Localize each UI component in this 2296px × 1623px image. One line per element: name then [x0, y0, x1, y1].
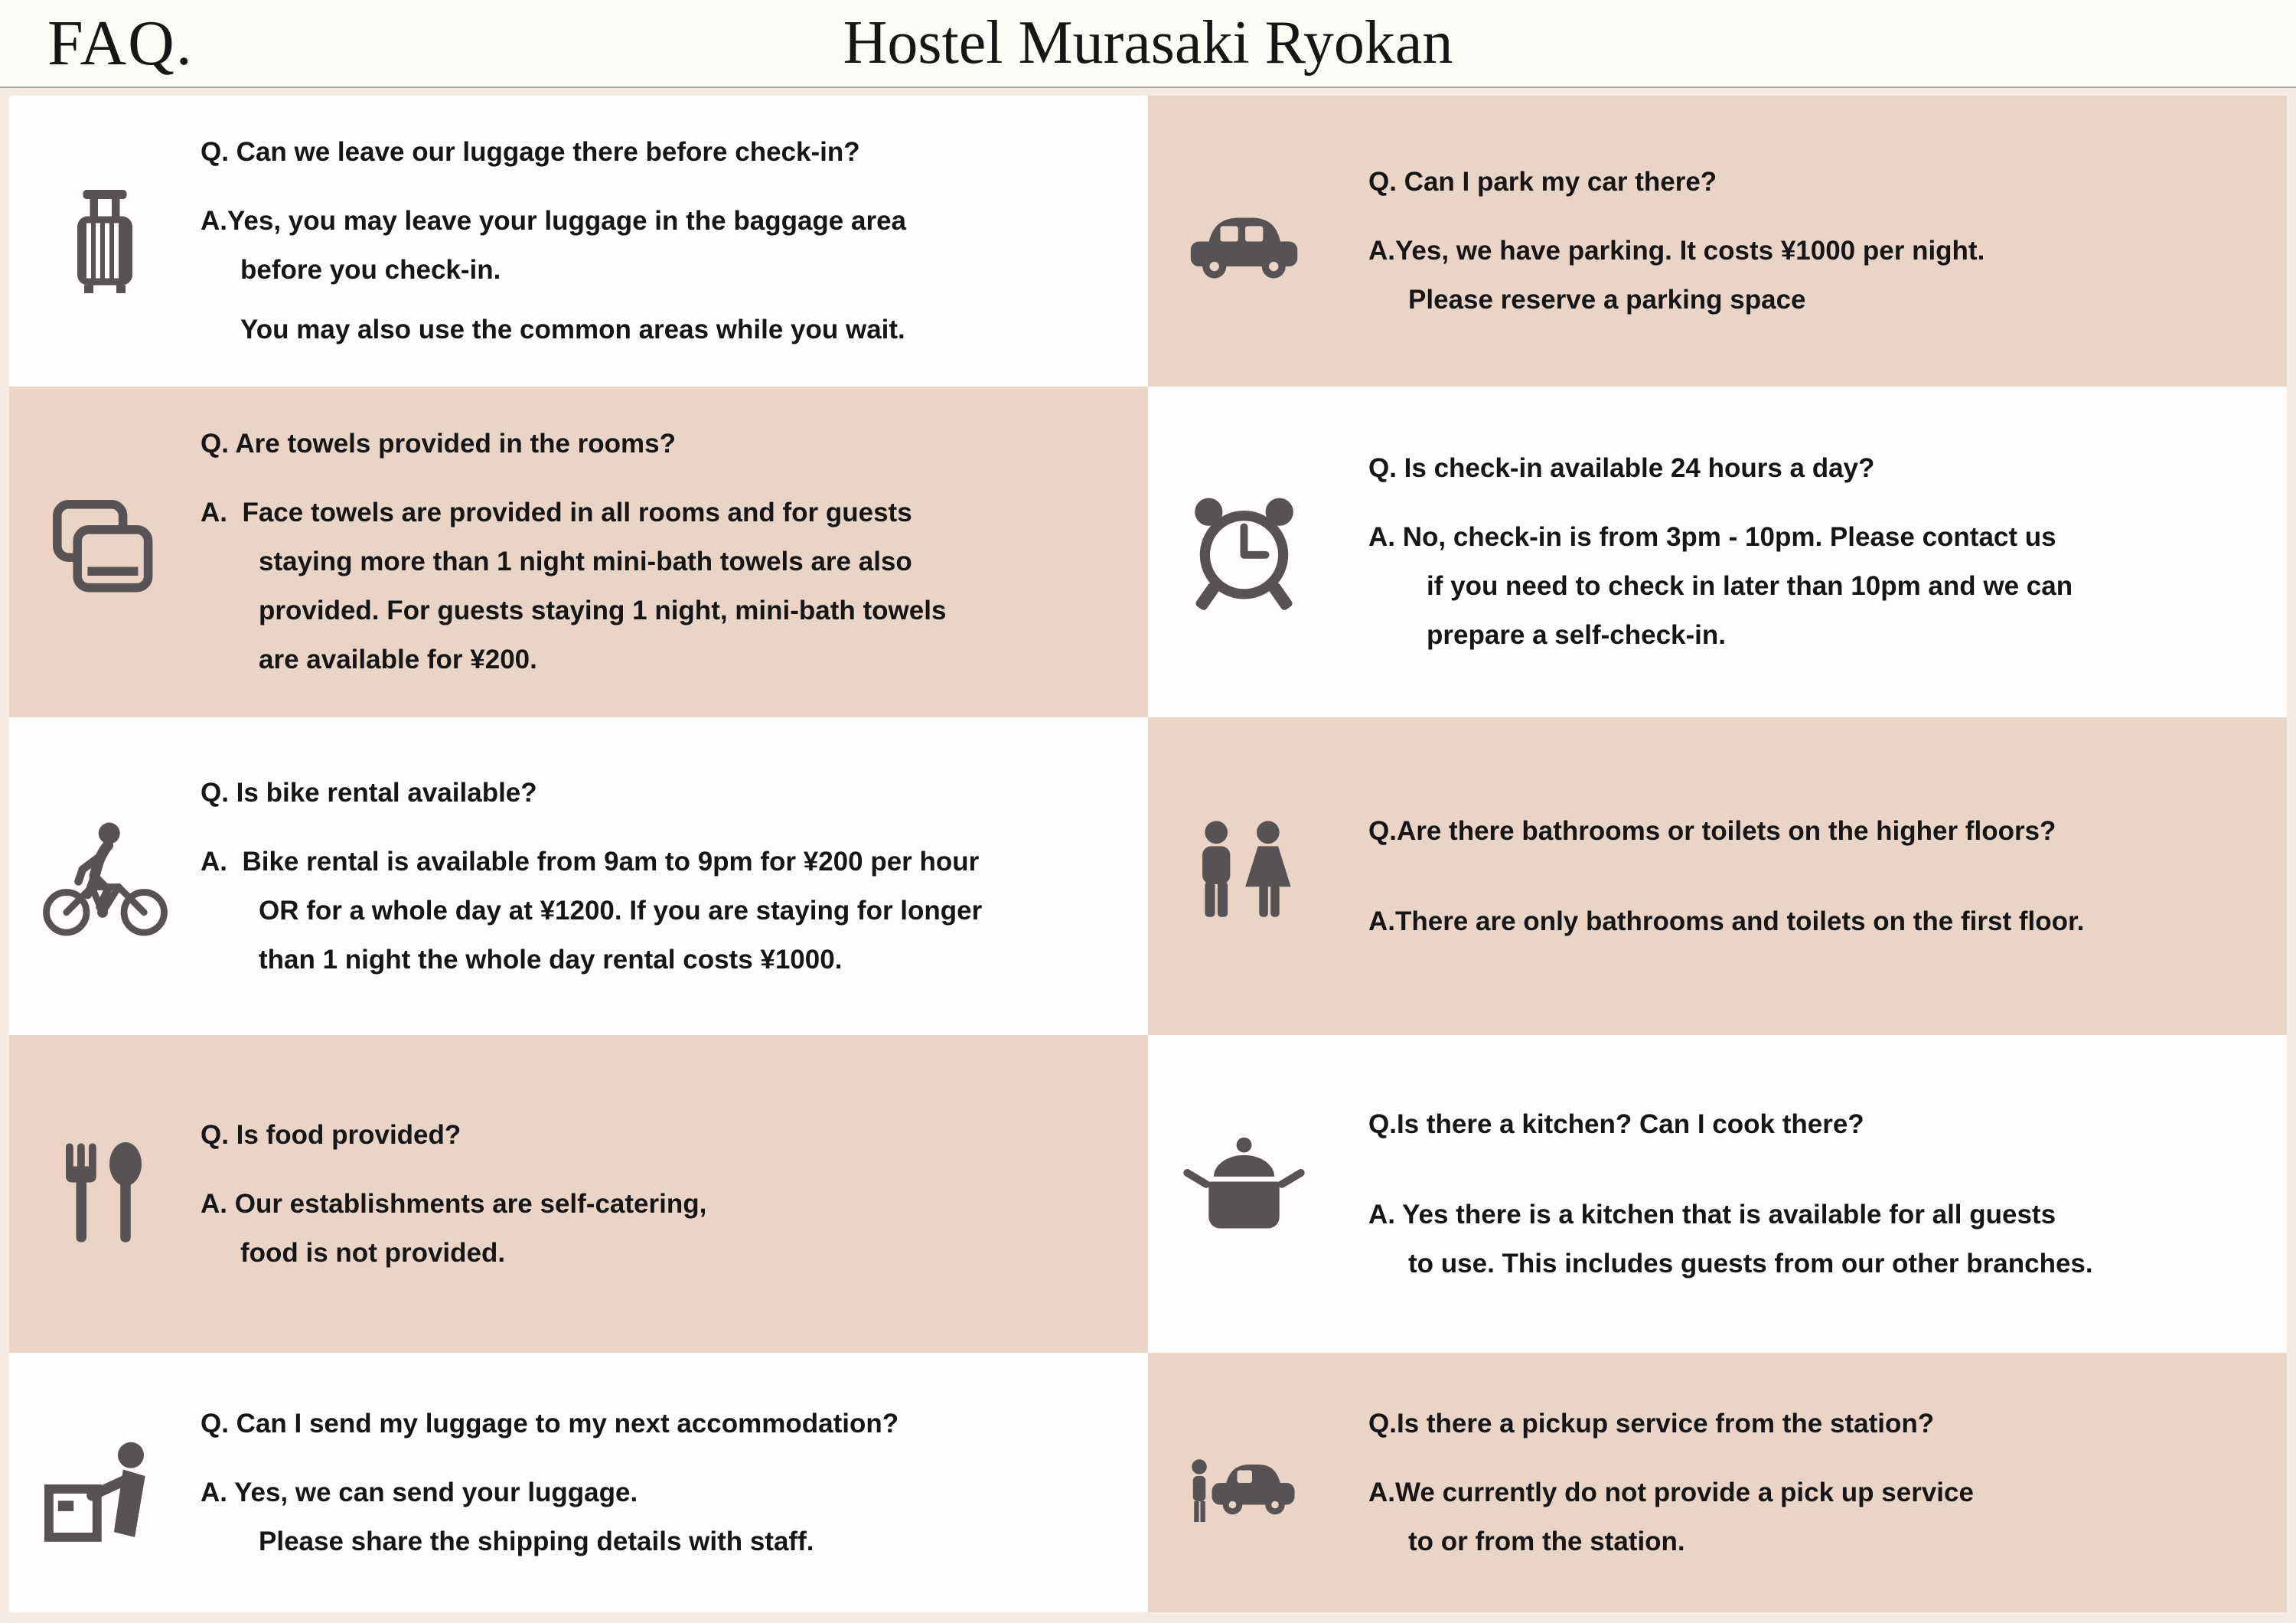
answer-line: You may also use the common areas while you wait. [240, 315, 905, 345]
faq-cell-bike-rental [9, 717, 1148, 1035]
icon-col [1148, 1425, 1339, 1540]
qa-block [201, 1111, 1148, 1278]
bicycle-icon [34, 809, 176, 943]
icon-col [1148, 1129, 1339, 1259]
icon-col [9, 1416, 201, 1550]
icon-col [1148, 182, 1339, 301]
answer-block [1368, 1468, 2275, 1566]
answer-block [201, 197, 1136, 354]
question-text: Q. Is check-in available 24 hours a day? [1368, 453, 1875, 483]
question-text: Q.Is there a pickup service from the station? [1368, 1408, 1935, 1438]
answer-line: if you need to check in later than 10pm and we can [1427, 571, 2073, 601]
faq-cell-checkin-hours [1148, 387, 2287, 717]
faq-cell-parking [1148, 96, 2287, 387]
question-text: Q. Can we leave our luggage there before check-in? [201, 137, 860, 167]
answer-line: A.Yes, we have parking. It costs ¥1000 per night. [1368, 236, 1985, 266]
header [0, 0, 2296, 88]
faq-cell-food [9, 1035, 1148, 1353]
answer-line: A. Bike rental is available from 9am to 9pm for ¥200 per hour [201, 846, 980, 877]
icon-col [9, 167, 201, 316]
answer-block [1368, 227, 2275, 325]
qa-block [201, 420, 1148, 684]
qa-block [1339, 158, 2287, 325]
icon-col [1148, 485, 1339, 619]
qa-block [1339, 1100, 2287, 1288]
answer-line: A. Yes there is a kitchen that is available for all guests [1368, 1199, 2056, 1229]
luggage-icon [47, 167, 162, 316]
answer-block [201, 838, 1136, 985]
question-text: Q. Is bike rental available? [201, 777, 537, 808]
icon-col [9, 809, 201, 943]
question-text: Q. Can I send my luggage to my next accommodation? [201, 1408, 899, 1438]
qa-block [201, 128, 1148, 354]
answer-line: staying more than 1 night mini-bath towels are also [259, 547, 912, 576]
answer-block [1368, 1190, 2275, 1288]
answer-line: A. Face towels are provided in all rooms and for guests [201, 498, 912, 527]
answer-line: A.We currently do not provide a pick up service [1368, 1477, 1974, 1507]
icon-col [9, 1127, 201, 1261]
page-title: FAQ. [47, 8, 194, 79]
answer-block [201, 1180, 1136, 1278]
answer-line: Please reserve a parking space [1408, 285, 1806, 315]
qa-block [1339, 807, 2287, 946]
pot-icon [1181, 1129, 1307, 1259]
faq-cell-luggage [9, 96, 1148, 387]
faq-cell-kitchen [1148, 1035, 2287, 1353]
answer-line: than 1 night the whole day rental costs ¥1000. [259, 944, 843, 975]
pickup-icon [1173, 1425, 1315, 1540]
faq-cell-send-luggage [9, 1353, 1148, 1612]
qa-block [1339, 444, 2287, 660]
question-text: Q. Is food provided? [201, 1119, 461, 1150]
car-icon [1169, 182, 1319, 301]
answer-line: A. Our establishments are self-catering, [201, 1188, 707, 1219]
answer-line: prepare a self-check-in. [1427, 620, 1726, 650]
question-text: Q.Are there bathrooms or toilets on the higher floors? [1368, 815, 2056, 846]
question-text: Q. Can I park my car there? [1368, 167, 1717, 197]
answer-line: A. Yes, we can send your luggage. [201, 1477, 638, 1507]
qa-block [201, 769, 1148, 985]
answer-line: OR for a whole day at ¥1200. If you are staying for longer [259, 895, 983, 926]
answer-block [1368, 897, 2275, 946]
icon-col [9, 489, 201, 616]
qa-block [201, 1399, 1148, 1566]
answer-block [1368, 513, 2275, 660]
faq-cell-towels [9, 387, 1148, 717]
answer-line: food is not provided. [240, 1237, 506, 1268]
question-text: Q.Is there a kitchen? Can I cook there? [1368, 1109, 1864, 1139]
answer-line: to use. This includes guests from our other branches. [1408, 1248, 2093, 1278]
answer-line: provided. For guests staying 1 night, mini-bath towels [259, 596, 947, 625]
icon-col [1148, 812, 1339, 942]
answer-line: A.There are only bathrooms and toilets on the first floor. [1368, 906, 2085, 936]
answer-line: A. No, check-in is from 3pm - 10pm. Please contact us [1368, 522, 2056, 552]
shipping-icon [40, 1416, 170, 1550]
answer-line: Please share the shipping details with staff. [259, 1526, 814, 1556]
answer-line: to or from the station. [1408, 1526, 1685, 1556]
faq-grid [0, 88, 2296, 1623]
answer-block [201, 1468, 1136, 1566]
answer-block [201, 488, 1136, 684]
answer-line: before you check-in. [240, 255, 501, 285]
cutlery-icon [47, 1127, 162, 1261]
alarm-clock-icon [1181, 485, 1307, 619]
hostel-name: Hostel Murasaki Ryokan [843, 9, 1453, 77]
question-text: Q. Are towels provided in the rooms? [201, 429, 677, 459]
faq-cell-pickup [1148, 1353, 2287, 1612]
answer-line: A.Yes, you may leave your luggage in the baggage area [201, 206, 906, 236]
qa-block [1339, 1399, 2287, 1566]
restroom-icon [1181, 812, 1307, 942]
answer-line: are available for ¥200. [259, 645, 537, 674]
towels-icon [38, 489, 172, 616]
faq-cell-bathrooms [1148, 717, 2287, 1035]
